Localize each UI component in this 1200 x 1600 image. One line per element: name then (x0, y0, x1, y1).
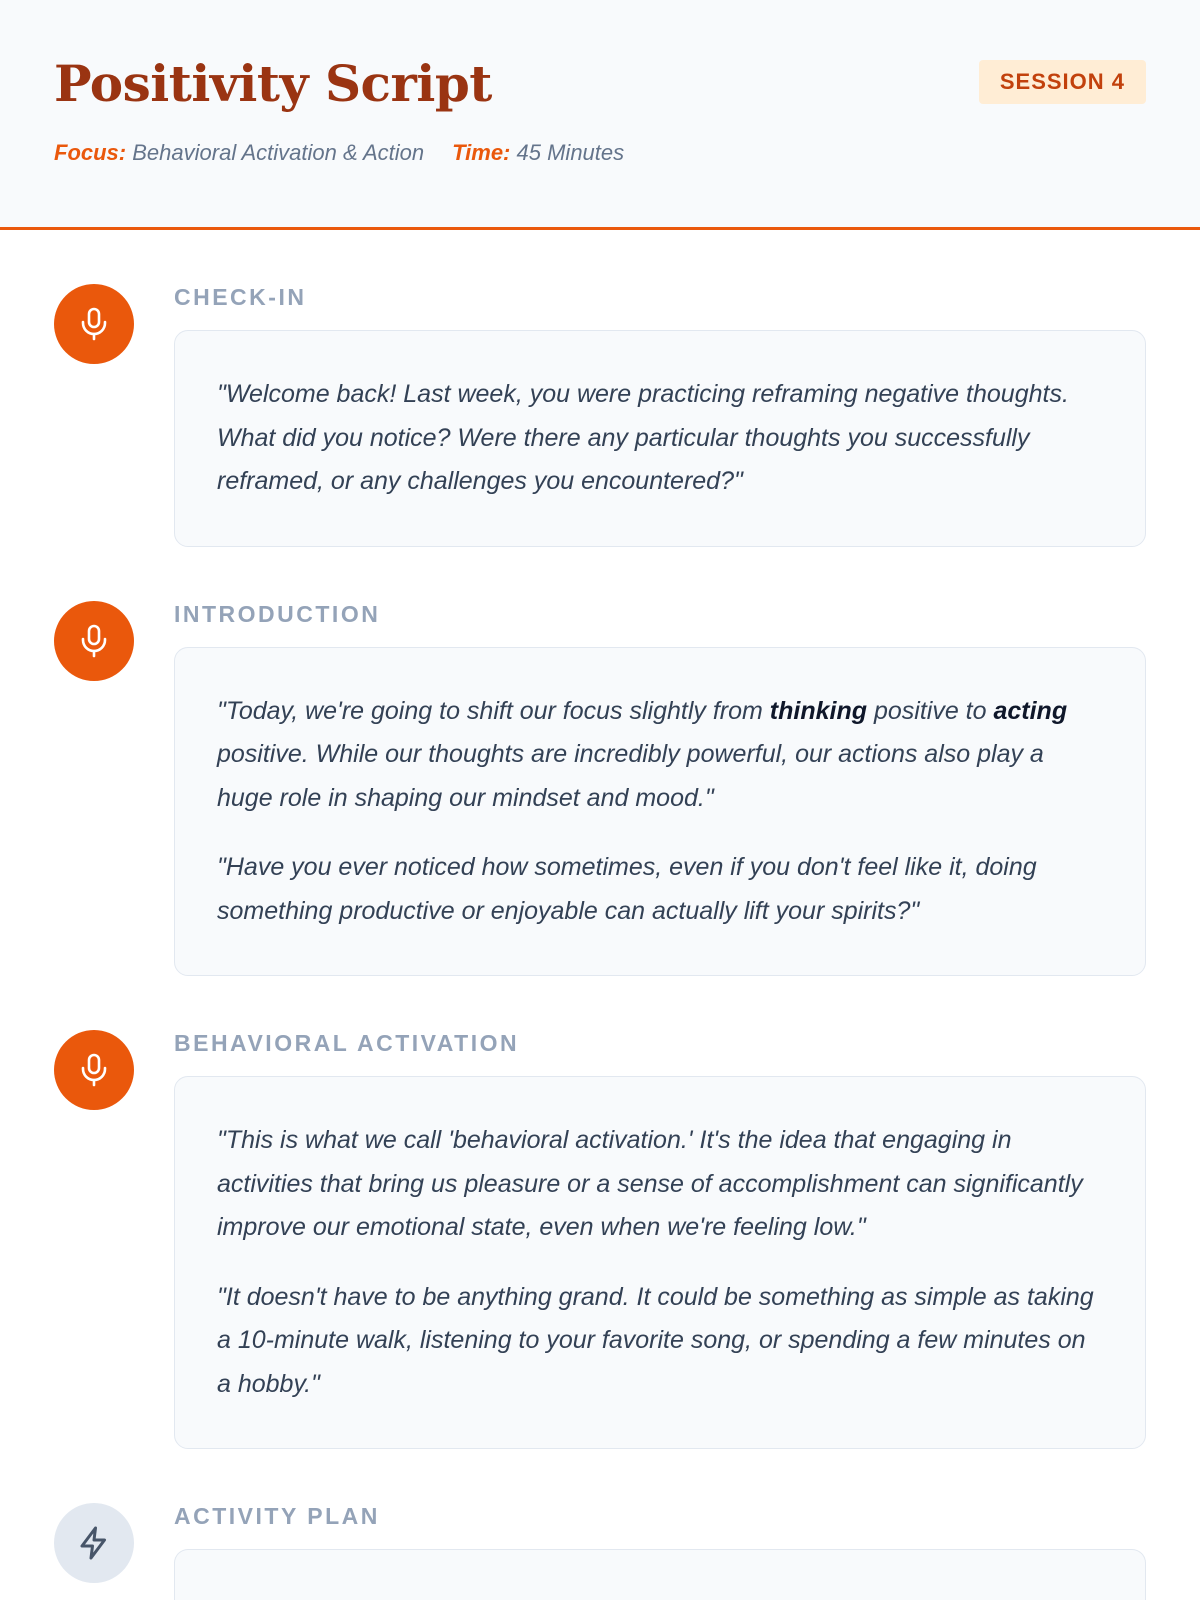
section-heading: ACTIVITY PLAN (174, 1503, 380, 1529)
script-paragraph (217, 690, 1105, 821)
section-heading: CHECK-IN (174, 284, 307, 310)
text-run: positive to (867, 696, 994, 725)
focus-label: Focus: (54, 140, 127, 165)
microphone-icon (54, 601, 134, 681)
section-introduction (54, 599, 1146, 977)
script-card (174, 330, 1146, 547)
text-run: positive. While our thoughts are incredibly powerful, our actions also play a huge role in shaping our mindset and mood." (217, 740, 1044, 812)
microphone-icon (54, 284, 134, 364)
section-check-in (54, 282, 1146, 547)
time-value: 45 Minutes (516, 140, 625, 165)
section-activity-plan (54, 1501, 1146, 1600)
script-card (174, 647, 1146, 977)
focus-value: Behavioral Activation & Action (132, 140, 425, 165)
script-content (0, 230, 1200, 1600)
microphone-icon (54, 1030, 134, 1110)
script-paragraph: "Have you ever noticed how sometimes, even if you don't feel like it, doing something productive or enjoyable can actually lift your spirits?" (217, 853, 1037, 925)
page-header (0, 0, 1200, 230)
lightning-bolt-icon (54, 1503, 134, 1583)
script-paragraph: "This is what we call 'behavioral activation.' It's the idea that engaging in activities that bring us pleasure or a sense of accomplishment can significantly improve our emotional state, even when we're feeling low." (217, 1126, 1083, 1241)
section-heading: INTRODUCTION (174, 600, 381, 627)
page-title: Positivity Script (54, 54, 492, 113)
script-card (174, 1076, 1146, 1449)
time-label: Time: (452, 140, 511, 165)
emphasis-thinking: thinking (769, 696, 868, 725)
section-heading: BEHAVIORAL ACTIVATION (174, 1030, 520, 1056)
section-behavioral-activation (54, 1028, 1146, 1449)
session-badge: SESSION 4 (979, 60, 1146, 104)
emphasis-acting: acting (993, 696, 1068, 725)
session-meta (54, 140, 1146, 166)
text-run: "Today, we're going to shift our focus slightly from (217, 696, 770, 725)
focus-meta (54, 140, 424, 166)
script-paragraph: "Welcome back! Last week, you were practicing reframing negative thoughts. What did you notice? Were there any particular thoughts you successfully reframed, or any challenges you encountered?" (217, 380, 1069, 495)
script-card (174, 1549, 1146, 1600)
script-paragraph: "It doesn't have to be anything grand. It could be something as simple as taking a 10-minute walk, listening to your favorite song, or spending a few minutes on a hobby." (217, 1282, 1094, 1398)
time-meta (452, 140, 624, 166)
